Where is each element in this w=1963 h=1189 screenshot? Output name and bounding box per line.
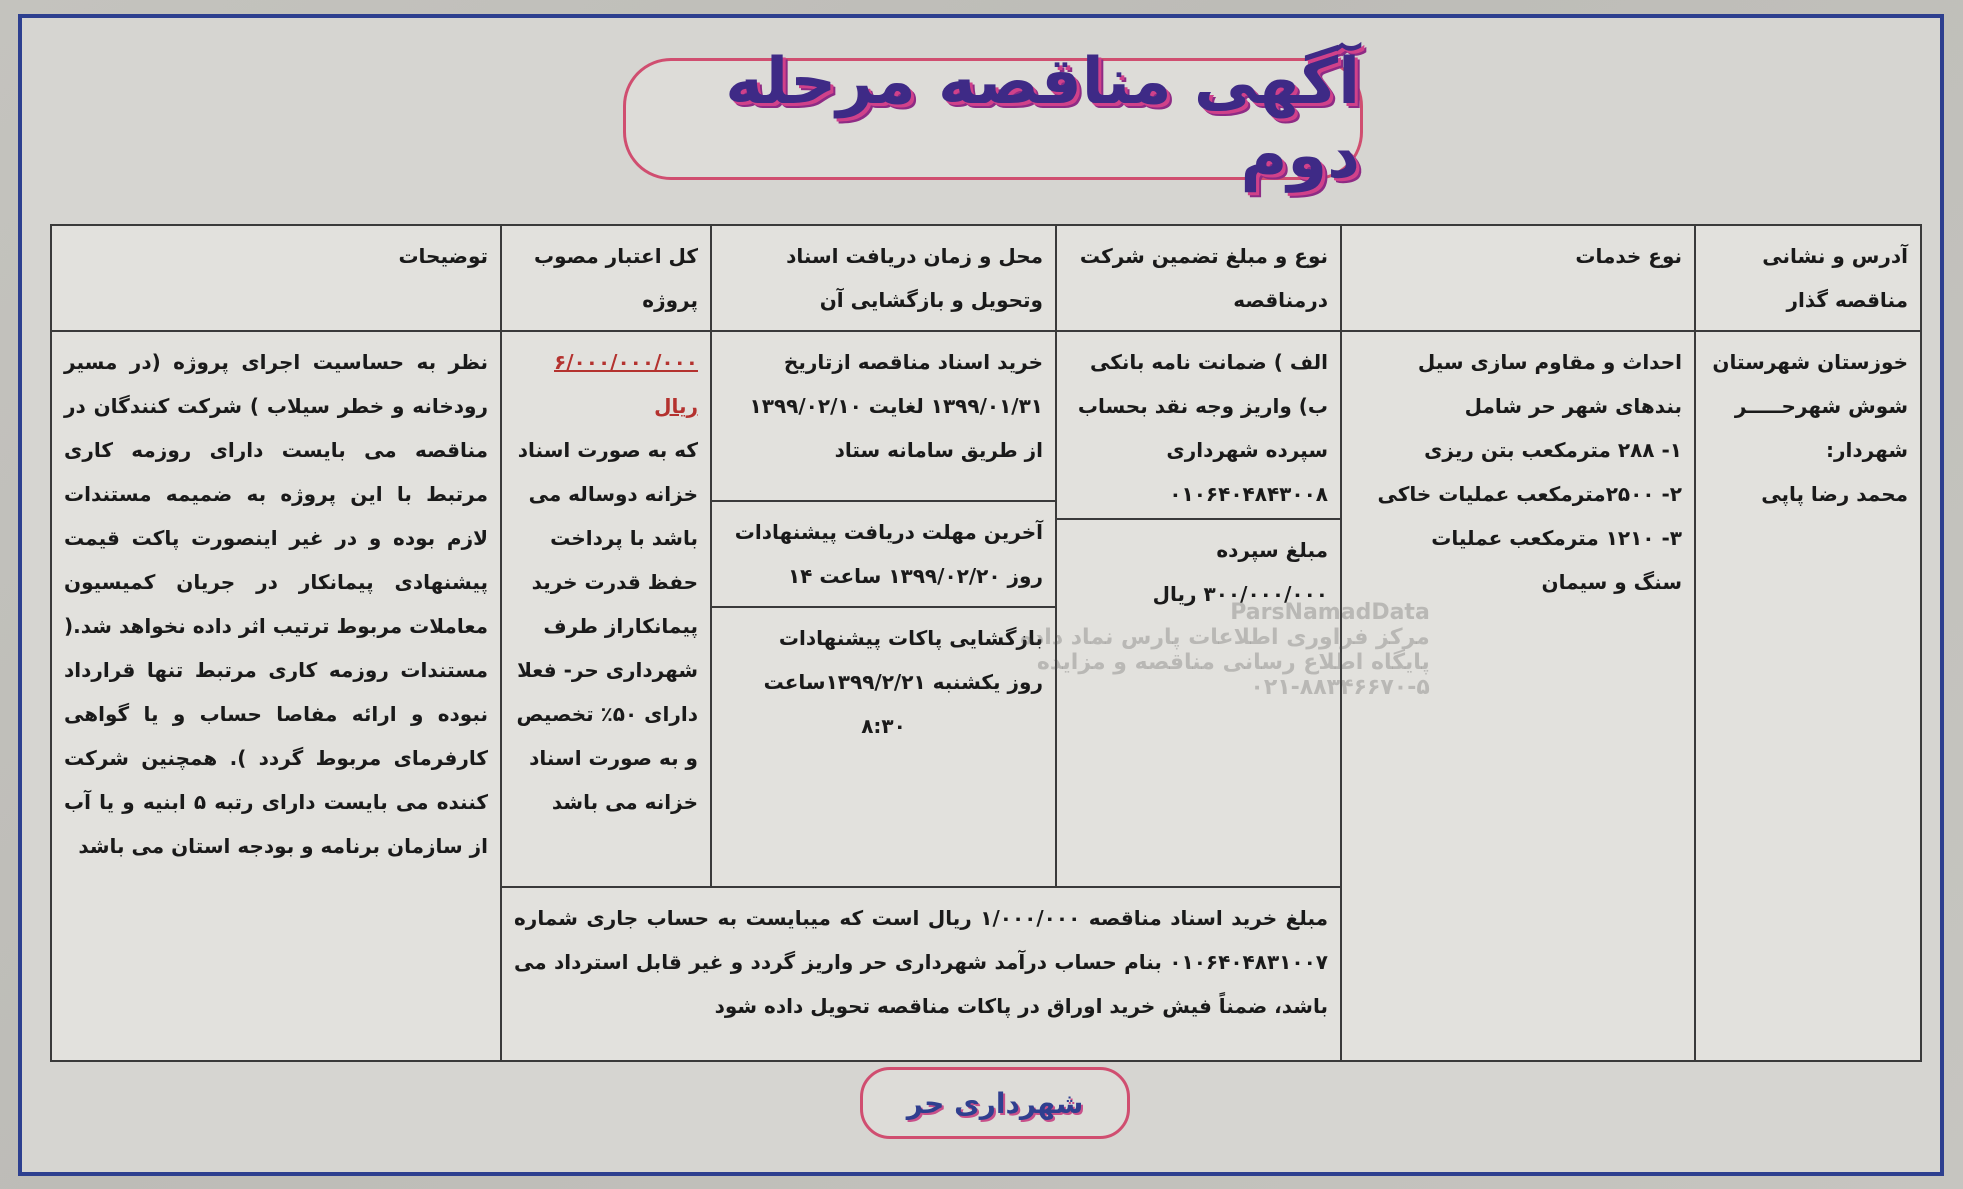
address-line: شهردار: [1826,438,1908,462]
opening-section [712,608,1055,756]
opening-line: روز یکشنبه ۱۳۹۹/۲/۲۱ساعت [763,670,1043,694]
purchase-line: خرید اسناد مناقصه ازتاریخ [783,350,1043,374]
credit-line: شهرداری حر- فعلا [517,658,698,682]
credit-cell [501,331,711,887]
credit-line: و به صورت اسناد [529,746,698,770]
guarantee-cell [1056,331,1341,887]
services-line: ۱- ۲۸۸ مترمکعب بتن ریزی [1424,438,1682,462]
header-documents: محل و زمان دریافت اسناد وتحویل و بازگشایی آن [711,225,1056,331]
opening-line: ۸:۳۰ [861,714,906,738]
guarantee-line: ب) واریز وجه نقد بحساب [1077,394,1328,418]
fee-cell: مبلغ خرید اسناد مناقصه ۱/۰۰۰/۰۰۰ ریال است که میبایست به حساب جاری شماره ۰۱۰۶۴۰۴۸۳۱۰۰۷ بنام حساب درآمد شهرداری حر واریز گردد و غیر قابل استرداد می باشد، ضمناً فیش خرید اوراق در پاکات مناقصه تحویل داده شود [501,887,1341,1061]
opening-line: بازگشایی پاکات پیشنهادات [778,626,1043,650]
credit-line: خزانه دوساله می [528,482,698,506]
credit-amount: ۶/۰۰۰/۰۰۰/۰۰۰ ریال [554,350,698,418]
credit-line: خزانه می باشد [551,790,698,814]
tender-table [50,224,1922,1062]
deadline-line: آخرین مهلت دریافت پیشنهادات [734,520,1043,544]
services-line: بندهای شهر حر شامل [1464,394,1682,418]
header-notes: توضیحات [51,225,501,331]
deposit-label: مبلغ سپرده [1216,538,1328,562]
credit-line: حفظ قدرت خرید [531,570,698,594]
deadline-section [712,502,1055,608]
purchase-line: از طریق سامانه ستاد [834,438,1043,462]
deposit-section [1057,520,1340,624]
address-cell [1695,331,1921,1061]
documents-purchase-cell [711,331,1056,501]
credit-line: که به صورت اسناد [517,438,698,462]
header-row [51,225,1921,331]
header-guarantee: نوع و مبلغ تضمین شرکت درمناقصه [1056,225,1341,331]
footer-signature: شهرداری حر [906,1086,1084,1120]
services-line: سنگ و سیمان [1541,570,1682,594]
address-line: خوزستان شهرستان [1712,350,1908,374]
credit-line: دارای ۵۰٪ تخصیص [516,702,698,726]
deposit-amount: ۳۰۰/۰۰۰/۰۰۰ ریال [1152,582,1328,606]
credit-line: پیمانکاراز طرف [543,614,698,638]
guarantee-line: ۰۱۰۶۴۰۴۸۴۳۰۰۸ [1169,482,1328,506]
guarantee-types [1057,332,1340,520]
header-credit: کل اعتبار مصوب پروژه [501,225,711,331]
title-banner [623,45,1363,193]
purchase-line: ۱۳۹۹/۰۱/۳۱ لغایت ۱۳۹۹/۰۲/۱۰ [749,394,1043,418]
deadline-line: روز ۱۳۹۹/۰۲/۲۰ ساعت ۱۴ [787,564,1043,588]
address-line: محمد رضا پاپی [1761,482,1908,506]
header-services: نوع خدمات [1341,225,1695,331]
watermark-line: پایگاه اطلاع رسانی مناقصه و مزایده [1036,650,1430,675]
guarantee-line: الف ) ضمانت نامه بانکی [1089,350,1328,374]
watermark-line: ۰۲۱-۸۸۳۴۶۶۷۰-۵ [1250,675,1430,700]
watermark-line: ParsNamadData [1230,600,1430,625]
services-line: ۳- ۱۲۱۰ مترمکعب عملیات [1431,526,1682,550]
services-line: احداث و مقاوم سازی سیل [1417,350,1682,374]
services-line: ۲- ۲۵۰۰مترمکعب عملیات خاکی [1377,482,1682,506]
notes-cell: نظر به حساسیت اجرای پروژه (در مسیر رودخانه و خطر سیلاب ) شرکت کنندگان در مناقصه می بایست دارای روزمه کاری مرتبط با این پروژه به ضمیمه مستندات لازم بوده و در غیر اینصورت پاکت قیمت پیشنهادی پیمانکار در جریان کمیسیون معاملات مربوط ترتیب اثر داده نخواهد شد.( مستندات روزمه کاری مرتبط تنها قرارداد نبوده و ارائه مفاصا حساب و یا گواهی کارفرمای مربوط گردد ). همچنین شرکت کننده می بایست دارای رتبه ۵ ابنیه و یا آب از سازمان برنامه و بودجه استان می باشد [51,331,501,1061]
notice-title: آگهی مناقصه مرحله دوم [725,45,1360,193]
services-cell [1341,331,1695,1061]
documents-schedule-cell [711,501,1056,887]
credit-line: باشد با پرداخت [550,526,698,550]
footer-banner [860,1067,1130,1139]
guarantee-line: سپرده شهرداری [1166,438,1328,462]
address-line: شوش شهرحـــــر [1734,394,1908,418]
header-address: آدرس و نشانی مناقصه گذار [1695,225,1921,331]
watermark-line: مرکز فراوری اطلاعات پارس نماد داده [1020,625,1430,650]
content-row-1 [51,331,1921,501]
